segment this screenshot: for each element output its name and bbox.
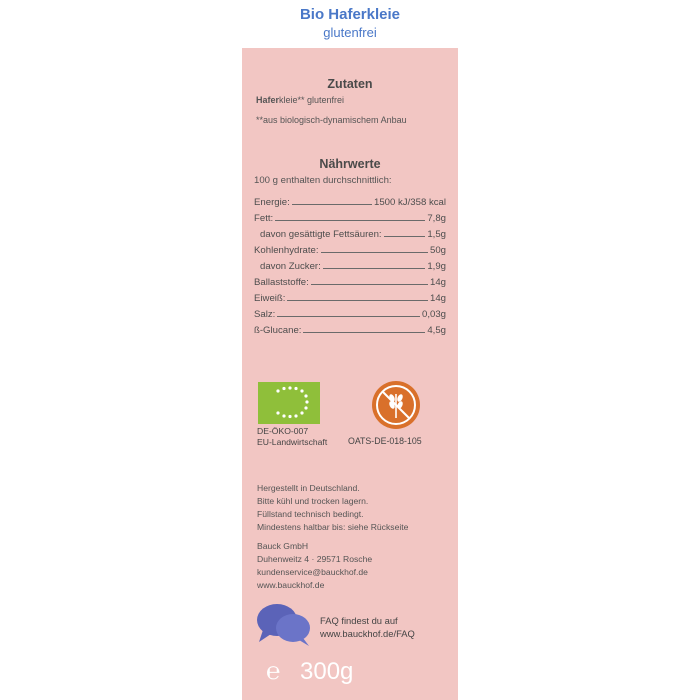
dotted-leader bbox=[287, 300, 428, 301]
eu-origin: EU-Landwirtschaft bbox=[257, 437, 328, 447]
nutrition-value: 1,5g bbox=[427, 229, 446, 240]
nutrition-row bbox=[254, 213, 446, 224]
dotted-leader bbox=[275, 220, 425, 221]
info-line: Hergestellt in Deutschland. bbox=[257, 483, 360, 493]
company-line: Duhenweitz 4 · 29571 Rosche bbox=[257, 554, 373, 564]
dotted-leader bbox=[321, 252, 428, 253]
nutrition-value: 50g bbox=[429, 245, 446, 256]
dotted-leader bbox=[292, 204, 372, 205]
company-line: www.bauckhof.de bbox=[257, 580, 325, 590]
eu-organic-leaf-icon bbox=[258, 382, 320, 424]
ingredients-rest: kleie** glutenfrei bbox=[279, 95, 345, 105]
gluten-free-code: OATS-DE-018-105 bbox=[348, 436, 422, 446]
nutrition-label: ß-Glucane: bbox=[254, 325, 302, 336]
dotted-leader bbox=[323, 268, 426, 269]
nutrition-label: Salz: bbox=[254, 309, 276, 320]
nutrition-row bbox=[254, 277, 446, 288]
dotted-leader bbox=[311, 284, 428, 285]
faq-line: FAQ findest du auf bbox=[320, 615, 398, 626]
gluten-free-oat-icon bbox=[371, 380, 421, 430]
nutrition-label: Ballaststoffe: bbox=[254, 277, 309, 288]
dotted-leader bbox=[303, 332, 425, 333]
nutrition-row bbox=[254, 261, 446, 272]
nutrition-row bbox=[254, 245, 446, 256]
nutrition-value: 7,8g bbox=[427, 213, 446, 224]
nutrition-row bbox=[254, 325, 446, 336]
nutrition-value: 0,03g bbox=[421, 309, 446, 320]
chat-bubbles-icon bbox=[255, 600, 315, 646]
nutrition-value: 4,5g bbox=[427, 325, 446, 336]
company-line: Bauck GmbH bbox=[257, 541, 309, 551]
nutrition-row bbox=[254, 197, 446, 208]
ingredients-footnote: **aus biologisch-dynamischem Anbau bbox=[256, 115, 407, 125]
info-line: Füllstand technisch bedingt. bbox=[257, 509, 364, 519]
nutrition-label: Energie: bbox=[254, 197, 290, 208]
estimated-sign: ℮ bbox=[266, 658, 281, 685]
nutrition-label: Eiweiß: bbox=[254, 293, 286, 304]
nutrition-label: davon Zucker: bbox=[260, 261, 321, 272]
product-subtitle: glutenfrei bbox=[323, 25, 377, 40]
nutrition-subtitle: 100 g enthalten durchschnittlich: bbox=[254, 175, 392, 186]
nutrition-label: Fett: bbox=[254, 213, 274, 224]
dotted-leader bbox=[384, 236, 426, 237]
nutrition-value: 1500 kJ/358 kcal bbox=[374, 197, 446, 208]
header bbox=[242, 6, 458, 40]
nutrition-row bbox=[254, 293, 446, 304]
nutrition-value: 1,9g bbox=[427, 261, 446, 272]
nutrition-value: 14g bbox=[429, 293, 446, 304]
nutrition-label: Kohlenhydrate: bbox=[254, 245, 319, 256]
dotted-leader bbox=[277, 316, 420, 317]
nutrition-value: 14g bbox=[429, 277, 446, 288]
nutrition-row bbox=[254, 229, 446, 240]
ingredients-bold: Hafer bbox=[256, 95, 280, 105]
nutrition-row bbox=[254, 309, 446, 320]
faq-url: www.bauckhof.de/FAQ bbox=[320, 628, 415, 639]
info-line: Bitte kühl und trocken lagern. bbox=[257, 496, 369, 506]
net-weight: 300g bbox=[300, 658, 354, 685]
company-line: kundenservice@bauckhof.de bbox=[257, 567, 368, 577]
info-line: Mindestens haltbar bis: siehe Rückseite bbox=[257, 522, 409, 532]
panel-scalloped-edge bbox=[242, 45, 458, 53]
eu-control-code: DE-ÖKO-007 bbox=[257, 426, 309, 436]
product-title: Bio Haferkleie bbox=[299, 6, 401, 23]
ingredients-line bbox=[256, 95, 344, 105]
nutrition-title: Nährwerte bbox=[319, 157, 381, 171]
nutrition-label: davon gesättigte Fettsäuren: bbox=[260, 229, 382, 240]
ingredients-title: Zutaten bbox=[327, 77, 373, 91]
